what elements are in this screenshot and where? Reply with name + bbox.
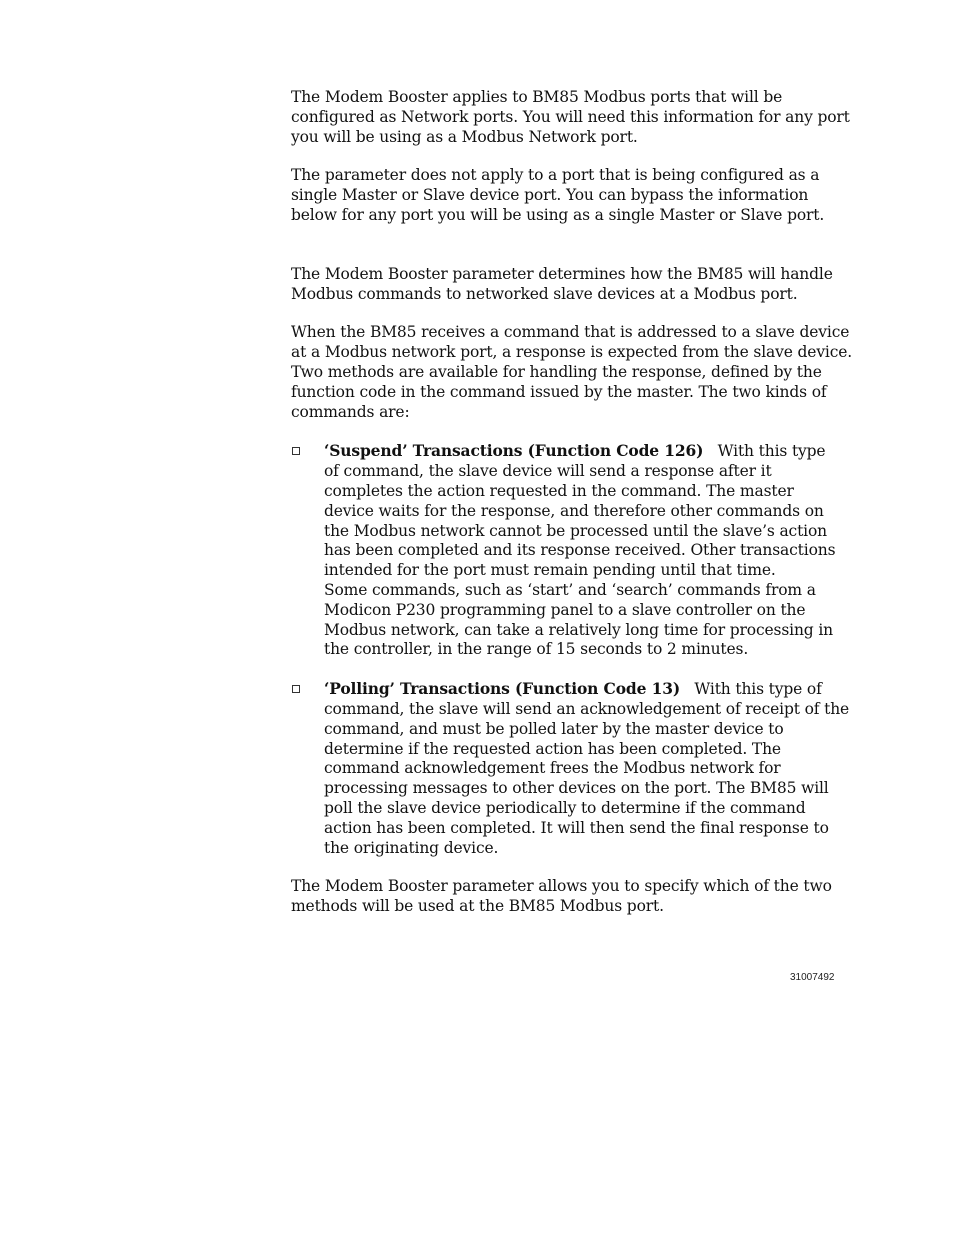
text-line: configured as Network ports. You will need this information for any port xyxy=(291,107,850,126)
bullet-first-line xyxy=(324,679,847,700)
document-body xyxy=(291,88,853,917)
text-line: Modbus network, can take a relatively long time for processing in xyxy=(324,620,833,639)
text-line: Modbus commands to networked slave devices at a Modbus port. xyxy=(291,284,798,303)
text-line: determine if the requested action has been completed. The xyxy=(324,739,781,758)
text-line: the controller, in the range of 15 seconds to 2 minutes. xyxy=(324,640,749,659)
text-line: function code in the command issued by the master. The two kinds of xyxy=(291,382,827,401)
bullet-first-line xyxy=(324,441,847,462)
text-line: of command, the slave device will send a response after it xyxy=(324,462,772,481)
text-line: below for any port you will be using as a single Master or Slave port. xyxy=(291,205,825,224)
text-line: The parameter does not apply to a port that is being configured as a xyxy=(291,166,820,185)
text-line: When the BM85 receives a command that is addressed to a slave device xyxy=(291,323,850,342)
text-fragment: With this type of xyxy=(694,680,822,699)
text-line: intended for the port must remain pending until that time. xyxy=(324,561,776,580)
suspend-transactions-heading: ‘Suspend’ Transactions (Function Code 126) xyxy=(324,441,704,461)
text-fragment: With this type xyxy=(717,442,826,461)
text-line: command, and must be polled later by the master device to xyxy=(324,719,784,738)
text-line: The Modem Booster applies to BM85 Modbus ports that will be xyxy=(291,88,783,106)
text-line: the originating device. xyxy=(324,838,499,857)
text-line: Some commands, such as ‘start’ and ‘search’ commands from a xyxy=(324,580,816,599)
conclusion-paragraph xyxy=(291,877,847,917)
text-line: at a Modbus network port, a response is expected from the slave device. xyxy=(291,343,853,362)
polling-transactions-heading: ‘Polling’ Transactions (Function Code 13) xyxy=(324,679,681,699)
square-bullet-icon xyxy=(292,685,300,693)
text-line: The Modem Booster parameter allows you to specify which of the two xyxy=(291,877,832,896)
text-line: device waits for the response, and therefore other commands on xyxy=(324,501,824,520)
text-line: you will be using as a Modbus Network port. xyxy=(291,127,638,146)
text-line: commands are: xyxy=(291,402,410,421)
text-line: Two methods are available for handling the response, defined by the xyxy=(291,362,822,381)
text-line: command, the slave will send an acknowledgement of receipt of the xyxy=(324,699,850,718)
text-line: command acknowledgement frees the Modbus network for xyxy=(324,759,781,778)
text-line: the Modbus network cannot be processed until the slave’s action xyxy=(324,521,827,540)
methods-paragraph xyxy=(291,323,853,422)
applicability-paragraph xyxy=(291,166,847,225)
text-line: action has been completed. It will then send the final response to xyxy=(324,818,829,837)
text-line: completes the action requested in the command. The master xyxy=(324,481,794,500)
text-line: methods will be used at the BM85 Modbus port. xyxy=(291,897,664,916)
definition-paragraph xyxy=(291,265,847,305)
text-line: has been completed and its response received. Other transactions xyxy=(324,541,836,560)
suspend-transactions-item xyxy=(291,441,847,660)
text-line: single Master or Slave device port. You can bypass the information xyxy=(291,186,809,205)
document-number: 31007492 xyxy=(790,972,835,983)
text-line: processing messages to other devices on the port. The BM85 will xyxy=(324,779,829,798)
text-line: poll the slave device periodically to determine if the command xyxy=(324,798,806,817)
text-line: The Modem Booster parameter determines how the BM85 will handle xyxy=(291,264,833,283)
intro-paragraph xyxy=(291,88,850,147)
text-line: Modicon P230 programming panel to a slave controller on the xyxy=(324,600,806,619)
polling-transactions-item xyxy=(291,679,850,858)
square-bullet-icon xyxy=(292,447,300,455)
